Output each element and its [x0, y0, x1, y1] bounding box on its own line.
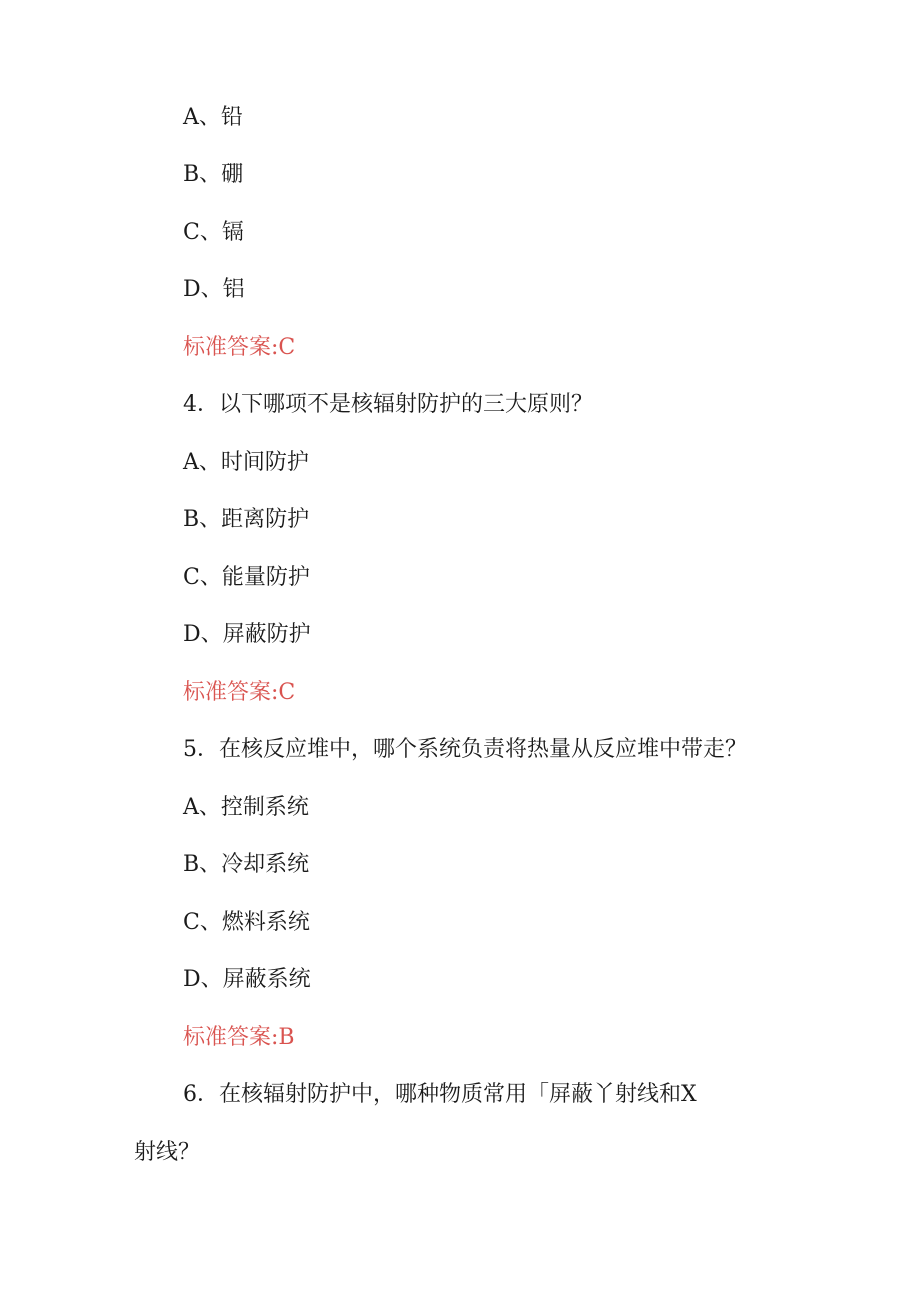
q5-question: 5．在核反应堆中，哪个系统负责将热量从反应堆中带走？ — [183, 737, 747, 762]
q4-answer: 标准答案:C — [183, 680, 296, 705]
q3-option-b: B、硼 — [183, 162, 244, 187]
q4-option-b: B、距离防护 — [183, 507, 310, 532]
q5-option-b: B、冷却系统 — [183, 852, 310, 877]
q5-answer: 标准答案:B — [183, 1025, 295, 1050]
q4-option-d: D、屏蔽防护 — [183, 622, 311, 647]
q6-question-line2: 射线？ — [134, 1140, 201, 1165]
q4-question: 4．以下哪项不是核辐射防护的三大原则？ — [183, 392, 593, 417]
q5-option-a: A、控制系统 — [183, 795, 309, 820]
q3-option-d: D、铝 — [183, 277, 245, 302]
q3-option-a: A、铅 — [183, 105, 243, 130]
q5-option-c: C、燃料系统 — [183, 910, 310, 935]
q3-option-c: C、镉 — [183, 220, 244, 245]
q4-option-a: A、时间防护 — [183, 450, 309, 475]
q6-question-line1: 6．在核辐射防护中，哪种物质常用「屏蔽丫射线和X — [183, 1082, 697, 1107]
q3-answer: 标准答案:C — [183, 335, 296, 360]
q4-option-c: C、能量防护 — [183, 565, 310, 590]
q5-option-d: D、屏蔽系统 — [183, 967, 311, 992]
